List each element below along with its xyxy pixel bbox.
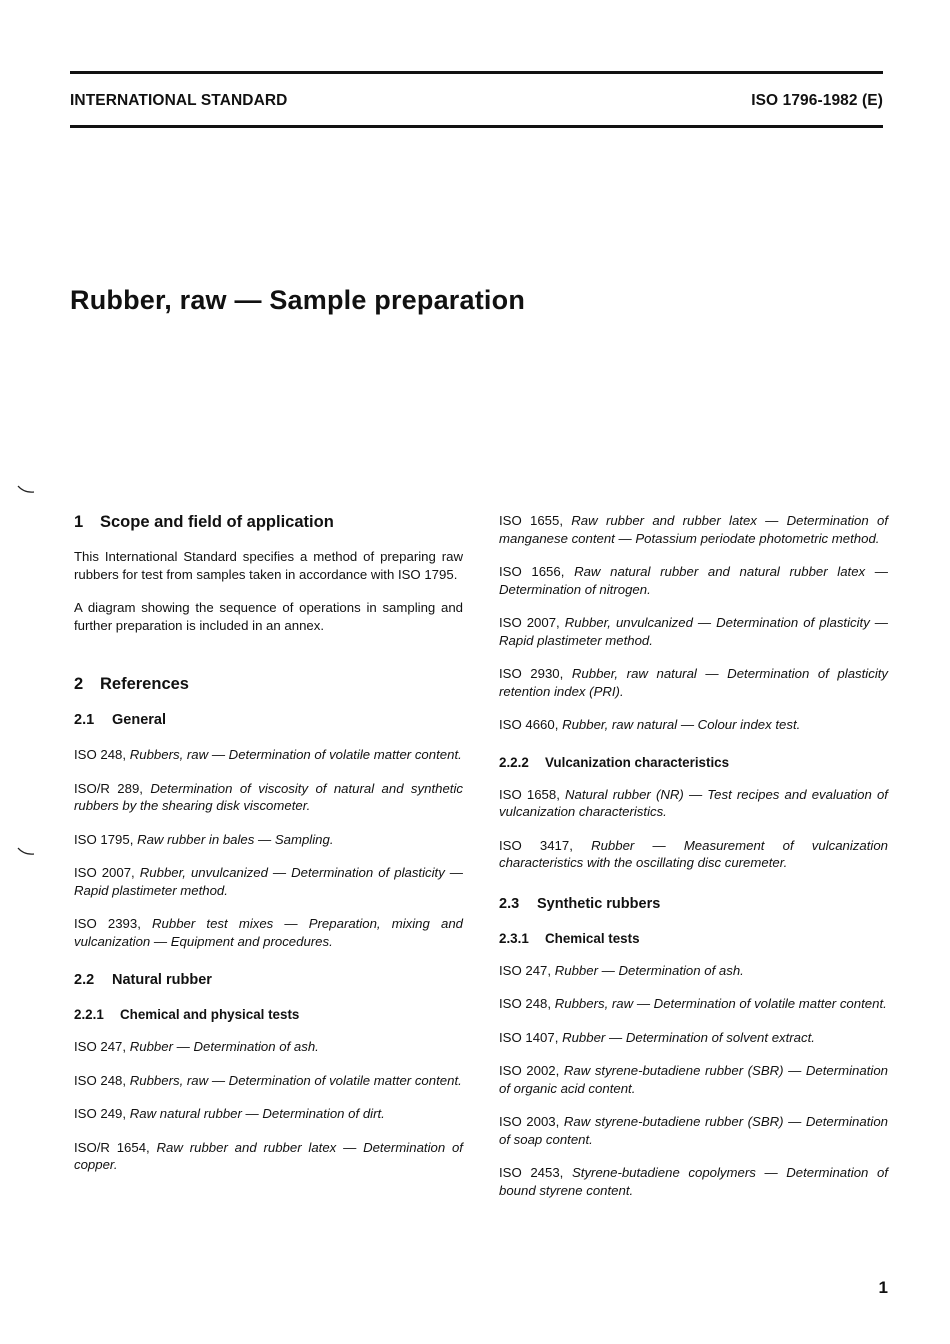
- header-left: INTERNATIONAL STANDARD: [70, 92, 288, 109]
- reference-title: Raw rubber in bales — Sampling.: [137, 831, 334, 847]
- reference-item: [499, 512, 888, 547]
- subsection-2-3-1-heading: [499, 930, 888, 948]
- reference-item: [74, 1072, 463, 1090]
- reference-title: Rubber — Determination of solvent extract.: [562, 1029, 815, 1045]
- subsection-2-2-1-heading: [74, 1006, 463, 1024]
- paragraph: A diagram showing the sequence of operations in sampling and further preparation is included in an annex.: [74, 600, 463, 633]
- reference-title: Raw rubber and rubber latex — Determination of manganese content — Potassium periodate photometric method.: [499, 513, 888, 546]
- section-title: Scope and field of application: [100, 513, 334, 531]
- subsection-2-2-2-heading: [499, 754, 888, 772]
- reference-code: ISO 2007,: [499, 615, 560, 630]
- reference-code: ISO 2007,: [74, 865, 135, 880]
- reference-item: [499, 1164, 888, 1199]
- left-column: [74, 512, 463, 1190]
- reference-item: [74, 1139, 463, 1174]
- reference-title: Natural rubber (NR) — Test recipes and evaluation of vulcanization characteristics.: [499, 786, 888, 819]
- reference-title: Rubber, unvulcanized — Determination of plasticity — Rapid plastimeter method.: [499, 615, 888, 648]
- margin-binding-mark-icon: [16, 846, 36, 856]
- subsection-2-3-heading: [499, 894, 888, 914]
- reference-title: Determination of viscosity of natural and synthetic rubbers by the shearing disk viscometer.: [74, 780, 463, 813]
- section-number: 2: [74, 675, 84, 693]
- margin-binding-mark-icon: [16, 484, 36, 494]
- reference-item: [499, 786, 888, 821]
- reference-title: Rubber, raw natural — Determination of plasticity retention index (PRI).: [499, 666, 889, 699]
- section-1-heading: [74, 512, 463, 532]
- page-number: 1: [878, 1278, 888, 1297]
- paragraph: This International Standard specifies a method of preparing raw rubbers for test from samples taken in accordance with ISO 1795.: [74, 549, 463, 582]
- section-2-heading: [74, 674, 463, 694]
- section-title: General: [112, 712, 166, 728]
- reference-code: ISO 2453,: [499, 1165, 564, 1180]
- reference-code: ISO 248,: [74, 1072, 127, 1088]
- reference-code: ISO 1795,: [74, 831, 134, 847]
- reference-code: ISO 248,: [499, 996, 552, 1011]
- subsection-2-2-heading: [74, 970, 463, 990]
- header-right: ISO 1796-1982 (E): [751, 92, 883, 109]
- reference-title: Styrene-butadiene copolymers — Determination of bound styrene content.: [499, 1165, 888, 1198]
- section-title: References: [100, 675, 189, 693]
- reference-item: [74, 1105, 463, 1123]
- reference-code: ISO 2393,: [74, 916, 141, 931]
- reference-item: [74, 746, 463, 764]
- section-title: Chemical and physical tests: [120, 1007, 300, 1022]
- reference-title: Rubber, unvulcanized — Determination of plasticity — Rapid plastimeter method.: [74, 865, 463, 898]
- section-title: Chemical tests: [545, 930, 640, 946]
- reference-code: ISO 248,: [74, 747, 127, 762]
- document-title: Rubber, raw — Sample preparation: [70, 285, 526, 315]
- section-number: 2.2.2: [499, 754, 529, 770]
- reference-code: ISO 249,: [74, 1106, 127, 1121]
- section-title: Synthetic rubbers: [537, 895, 661, 912]
- reference-code: ISO 1655,: [499, 513, 563, 528]
- reference-title: Rubber — Determination of ash.: [554, 962, 744, 978]
- reference-item: [499, 837, 888, 872]
- section-title: Vulcanization characteristics: [545, 754, 730, 770]
- reference-item: [499, 614, 888, 649]
- reference-code: ISO 4660,: [499, 717, 559, 732]
- reference-title: Rubbers, raw — Determination of volatile matter content.: [129, 747, 462, 762]
- reference-item: [499, 1062, 888, 1097]
- reference-item: [499, 1029, 888, 1047]
- reference-title: Rubbers, raw — Determination of volatile matter content.: [554, 996, 887, 1011]
- section-number: 2.3.1: [499, 930, 529, 946]
- right-column: [499, 512, 888, 1215]
- reference-item: [499, 962, 888, 980]
- reference-item: [74, 864, 463, 899]
- section-number: 1: [74, 513, 84, 531]
- reference-code: ISO 2002,: [499, 1063, 560, 1078]
- reference-title: Raw styrene-butadiene rubber (SBR) — Determination of organic acid content.: [499, 1063, 888, 1096]
- reference-title: Rubbers, raw — Determination of volatile matter content.: [129, 1072, 462, 1088]
- reference-item: [499, 716, 888, 734]
- header-top-rule: [70, 71, 883, 74]
- reference-title: Rubber, raw natural — Colour index test.: [562, 717, 801, 732]
- reference-title: Raw natural rubber and natural rubber latex — Determination of nitrogen.: [499, 564, 888, 597]
- reference-code: ISO 247,: [499, 962, 552, 978]
- section-number: 2.3: [499, 895, 520, 912]
- reference-code: ISO 1658,: [499, 786, 560, 802]
- reference-title: Raw styrene-butadiene rubber (SBR) — Determination of soap content.: [499, 1114, 888, 1147]
- reference-code: ISO/R 1654,: [74, 1139, 150, 1155]
- reference-code: ISO 2930,: [499, 666, 564, 681]
- reference-code: ISO 1656,: [499, 564, 565, 579]
- reference-item: [499, 665, 888, 700]
- reference-title: Raw natural rubber — Determination of dirt.: [129, 1106, 385, 1121]
- reference-code: ISO 247,: [74, 1039, 127, 1054]
- section-number: 2.2.1: [74, 1007, 104, 1022]
- subsection-2-1-heading: [74, 710, 463, 730]
- reference-item: [74, 831, 463, 849]
- reference-item: [499, 995, 888, 1013]
- reference-title: Raw rubber and rubber latex — Determination of copper.: [74, 1139, 463, 1172]
- reference-code: ISO 2003,: [499, 1114, 560, 1129]
- reference-item: [74, 780, 463, 815]
- reference-item: [74, 1038, 463, 1056]
- reference-item: [74, 915, 463, 950]
- section-title: Natural rubber: [112, 972, 212, 988]
- reference-item: [499, 1113, 888, 1148]
- reference-code: ISO 3417,: [499, 837, 573, 853]
- reference-title: Rubber test mixes — Preparation, mixing and vulcanization — Equipment and procedures.: [74, 916, 463, 949]
- section-number: 2.1: [74, 712, 95, 728]
- reference-item: [499, 563, 888, 598]
- section-number: 2.2: [74, 972, 95, 988]
- reference-code: ISO 1407,: [499, 1029, 559, 1045]
- reference-title: Rubber — Measurement of vulcanization characteristics with the oscillating disc curemeter.: [499, 837, 889, 870]
- reference-title: Rubber — Determination of ash.: [129, 1039, 319, 1054]
- header-bottom-rule: [70, 125, 883, 128]
- reference-code: ISO/R 289,: [74, 780, 143, 796]
